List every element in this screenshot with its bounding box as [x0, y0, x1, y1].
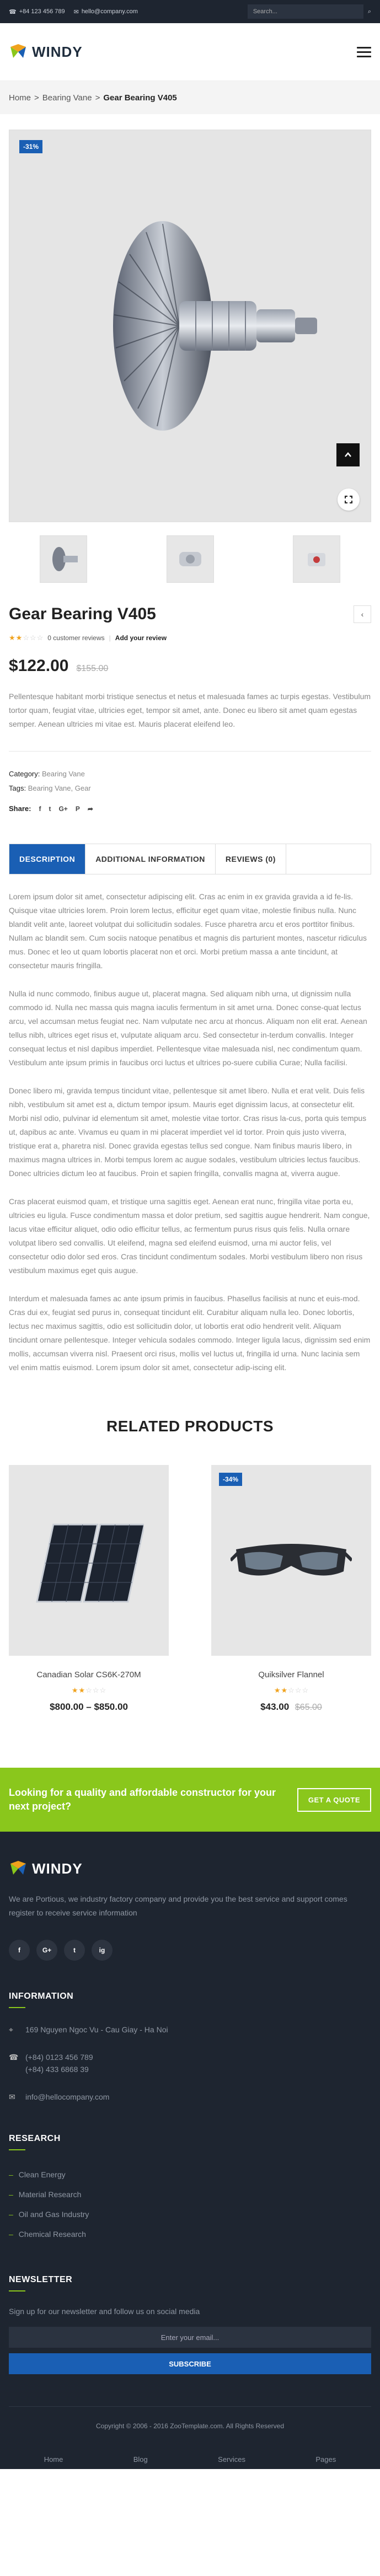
cta-banner [0, 1768, 380, 1832]
twitter-icon[interactable]: t [49, 804, 51, 813]
chevron-left-icon: ‹ [361, 610, 364, 619]
tags-label: Tags: [9, 784, 26, 792]
bearing-thumb-image [174, 545, 207, 573]
product-image[interactable] [211, 1465, 371, 1656]
product-name[interactable]: Canadian Solar CS6K-270M [36, 1670, 141, 1679]
research-heading: RESEARCH [9, 2134, 61, 2143]
share-forward-icon[interactable]: ➦ [87, 804, 93, 813]
gear-thumb-image [300, 545, 333, 573]
top-bar [0, 0, 380, 23]
top-email[interactable] [74, 8, 138, 15]
logo-mark-icon [9, 42, 28, 61]
phone-icon: ☎ [9, 2053, 19, 2062]
breadcrumb-home[interactable]: Home [9, 93, 31, 103]
address-row [9, 2024, 371, 2036]
divider: | [109, 634, 111, 642]
phone-row [9, 2051, 371, 2075]
add-review-link[interactable]: Add your review [115, 634, 167, 642]
title-row [9, 605, 371, 624]
site-footer [0, 1832, 380, 2469]
solar-panel-image [34, 1514, 144, 1607]
footer-description: We are Portious, we industry factory company and provide you the best service and support comes register to receive service information [9, 1895, 347, 1917]
zoom-button[interactable] [338, 489, 360, 511]
phone-2[interactable]: (+84) 433 6868 39 [25, 2065, 89, 2074]
star-icon: ☆ [99, 1686, 106, 1694]
logo-mark-icon [9, 1859, 28, 1878]
research-item-label: – Oil and Gas Industry [18, 2210, 89, 2219]
tab-reviews[interactable]: REVIEWS (0) [216, 844, 286, 874]
main-product-image[interactable] [9, 130, 371, 522]
star-rating [9, 1686, 169, 1695]
category-label: Category: [9, 770, 40, 778]
category-link[interactable]: Bearing Vane [42, 770, 85, 778]
chevron-up-icon [344, 450, 352, 459]
tab-content-description [0, 874, 380, 1375]
logo[interactable] [9, 42, 83, 61]
star-icon: ★ [78, 1686, 85, 1694]
heading-underline [9, 2290, 25, 2291]
breadcrumb-current: Gear Bearing V405 [103, 93, 177, 103]
heading-underline [9, 2149, 25, 2150]
star-icon: ☆ [92, 1686, 99, 1694]
star-icon: ☆ [302, 1686, 309, 1694]
location-icon: ⌖ [9, 2025, 13, 2034]
breadcrumb [0, 81, 380, 114]
thumbnail-list [9, 522, 371, 583]
address-text: 169 Nguyen Ngoc Vu - Cau Giay - Ha Noi [25, 2025, 168, 2034]
tab-additional-information[interactable]: ADDITIONAL INFORMATION [85, 844, 216, 874]
product-title: Gear Bearing V405 [9, 605, 156, 623]
tags-links[interactable]: Bearing Vane, Gear [28, 784, 91, 792]
mail-icon: ✉ [9, 2092, 15, 2101]
product-name[interactable]: Quiksilver Flannel [258, 1670, 324, 1679]
star-icon: ☆ [85, 1686, 92, 1694]
footer-nav [9, 2455, 371, 2469]
research-item[interactable] [9, 2224, 371, 2244]
google-plus-icon[interactable]: G+ [36, 1940, 57, 1961]
research-item-label: – Material Research [18, 2190, 82, 2199]
share-row [9, 804, 371, 813]
related-title: RELATED PRODUCTS [106, 1418, 274, 1435]
star-icon: ☆ [23, 634, 29, 642]
related-products [0, 1389, 380, 1713]
top-phone-text: +84 123 456 789 [19, 8, 65, 15]
research-item-label: – Clean Energy [18, 2170, 66, 2179]
phone-icon: ☎ [9, 8, 17, 15]
research-item-label: – Chemical Research [18, 2230, 86, 2239]
description-paragraph: Interdum et malesuada fames ac ante ipsum primis in faucibus. Phasellus facilisis at nunc et euis-mod. Cras dui ex, feugiat sed purus in, consequat tincidunt elit. Curabitur aliquam nulla leo. Donec lobortis, lectus nec maximus sagittis, odio est sollicitudin dolor, ut lobortis erat odio hendrerit velit. Aliquam tincidunt ornare pellentesque. Integer vehicula sodales commodo. Integer ligula lacus, dignissim sed enim mollis, accumsan viverra nisl. Praesent orci risus, mollis vel luctus ut, fringilla id urna. Nunc lacinia sem vel enim mattis euismod. Lorem ipsum dolor sit amet, consectetur adip-iscing elit. [9, 1294, 371, 1372]
reviews-link[interactable]: 0 customer reviews [47, 634, 105, 642]
price-row [9, 657, 371, 675]
subscribe-button[interactable]: SUBSCRIBE [9, 2353, 371, 2374]
scroll-top-button[interactable] [336, 443, 360, 466]
phone-1[interactable]: (+84) 0123 456 789 [25, 2053, 93, 2062]
menu-icon[interactable] [357, 47, 371, 57]
turbine-image [47, 210, 334, 442]
star-rating [9, 634, 43, 642]
related-product-card[interactable] [211, 1465, 371, 1713]
sale-badge: -31% [19, 140, 42, 153]
footer-email[interactable]: info@hellocompany.com [25, 2092, 110, 2101]
pinterest-icon[interactable]: P [75, 804, 80, 813]
breadcrumb-separator: > [34, 93, 39, 103]
short-description: Pellentesque habitant morbi tristique senectus et netus et malesuada fames ac turpis egestas. Vestibulum tortor quam, feugiat vitae, ultricies eget, tempor sit amet, ante. Donec eu libero sit amet quam egestas semper. Aenean ultricies mi vitae est. Mauris placerat eleifend leo. [9, 692, 371, 728]
heading-underline [9, 2007, 25, 2008]
twitter-icon[interactable]: t [64, 1940, 85, 1961]
star-icon: ☆ [288, 1686, 295, 1694]
site-header [0, 23, 380, 81]
copyright: Copyright © 2006 - 2016 ZooTemplate.com. All Rights Reserved [95, 2422, 284, 2430]
product-image[interactable] [9, 1465, 169, 1656]
goggles-image [231, 1527, 352, 1593]
top-search [248, 4, 371, 19]
description-paragraph: Lorem ipsum dolor sit amet, consectetur adipiscing elit. Cras ac enim in ex gravida gravida a id fe-lis. Quisque vitae ultricies lorem. Proin lorem lectus, efficitur eget quam vitae, molestie finibus nulla. Nunc blandit velit ante, laoreet volutpat dui sollicitudin sodales. Fusce pharetra arcu et eros porttitor finibus. Nullam ac blandit sem. Cum sociis natoque penatibus et magnis dis parturient montes, nascetur ridiculus mus. Donec et leo ut quam lobortis placerat non et orci. Morbi pretium massa a ante tincidunt, at consectetur mauris fringilla. [9, 892, 367, 970]
star-icon: ☆ [29, 634, 36, 642]
cta-text: Looking for a quality and affordable constructor for your next project? [9, 1787, 276, 1812]
research-item[interactable] [9, 2185, 371, 2204]
product-meta [9, 767, 371, 796]
divider-line [9, 751, 371, 752]
newsletter-heading: NEWSLETTER [9, 2275, 73, 2284]
star-icon: ☆ [36, 634, 44, 642]
newsletter-email-input[interactable]: Enter your email... [9, 2327, 371, 2348]
product-price-value: $43.00 [260, 1702, 290, 1712]
star-icon: ★ [71, 1686, 78, 1694]
facebook-icon[interactable]: f [9, 1940, 30, 1961]
footer-logo[interactable] [9, 1859, 371, 1878]
description-paragraph: Nulla id nunc commodo, finibus augue ut, placerat magna. Sed aliquam nibh urna, ut dignissim nulla commodo id. Nulla nec massa quis magna iaculis fermentum in sit amet urna. Donec conse-quat lectus arcu, vel accumsan metus feugiat nec. Nam vulputate nec arcu at rhoncus. Aliquam non elit erat. Aenean tellus nibh, ultrices eget risus et, vulputate aliquam arcu. Sed consectetur in-terdum convallis. Integer consequat lectus et nisl dapibus imperdiet. Pellentesque vitae malesuada nisl, nec condimentum quam. Vestibulum ante ipsum primis in faucibus orci luctus et ultrices po-suere cubilia Curae; Nulla facilisi. [9, 989, 367, 1067]
logo-text: WINDY [32, 43, 83, 60]
product-gallery [0, 114, 380, 583]
top-email-text: hello@company.com [81, 8, 138, 15]
footer-link-blog[interactable]: Blog [133, 2455, 148, 2464]
mail-icon: ✉ [73, 8, 79, 15]
research-item[interactable] [9, 2165, 371, 2185]
star-icon: ★ [274, 1686, 281, 1694]
tags-row [9, 781, 371, 796]
social-links [9, 1940, 371, 1961]
category-row [9, 767, 371, 781]
sale-badge: -34% [219, 1473, 242, 1486]
footer-link-pages[interactable]: Pages [315, 2455, 336, 2464]
get-quote-button[interactable]: GET A QUOTE [297, 1788, 371, 1812]
top-contact [9, 8, 138, 15]
footer-link-services[interactable]: Services [218, 2455, 246, 2464]
thumbnail-3[interactable] [293, 535, 340, 583]
product-price: $122.00 [9, 657, 69, 675]
google-plus-icon[interactable]: G+ [58, 804, 68, 813]
tab-description[interactable]: DESCRIPTION [9, 844, 85, 874]
product-price-value: $800.00 – $850.00 [50, 1702, 128, 1712]
thumbnail-1[interactable] [40, 535, 87, 583]
top-phone[interactable] [9, 8, 65, 15]
product-old-price: $65.00 [295, 1703, 322, 1712]
instagram-icon[interactable]: ig [92, 1940, 113, 1961]
breadcrumb-separator: > [95, 93, 100, 103]
turbine-thumb-image [47, 545, 80, 573]
expand-icon [344, 495, 353, 504]
search-icon[interactable]: ⌕ [367, 8, 371, 15]
research-list [9, 2165, 371, 2244]
footer-bottom [9, 2406, 371, 2469]
star-rating [211, 1686, 371, 1695]
research-item[interactable] [9, 2204, 371, 2224]
product-info [0, 583, 380, 813]
newsletter-text: Sign up for our newsletter and follow us on social media [9, 2307, 200, 2316]
breadcrumb-category[interactable]: Bearing Vane [42, 93, 92, 103]
description-paragraph: Donec libero mi, gravida tempus tincidunt vitae, pellentesque sit amet libero. Nulla et erat velit. Duis felis nibh, vestibulum sit amet est a, dictum tempor ipsum. Mauris eget dignissim lacus, at consectetur elit. Morbi nisl odio, pulvinar id elementum sit amet, molestie vitae tortor. Cras risus la-cus, porta quis tempus ut, dapibus ac ante. Vivamus eu quam in mi placerat imperdiet vel id tortor. Proin quis justo viverra, tristique erat a, pharetra nisl. Donec gravida egestas tellus sed congue. Nam finibus mauris libero, in maximus magna ultrices in. Morbi tempus lorem ac augue sodales, vestibulum ultricies lectus faucibus. Donec ultricies dictum leo at faucibus. Proin et sapien fringilla, convallis magna at, viverra augue. [9, 1086, 367, 1178]
product-old-price: $155.00 [76, 664, 109, 673]
footer-link-home[interactable]: Home [44, 2455, 63, 2464]
star-icon: ★ [15, 634, 23, 642]
star-icon: ☆ [295, 1686, 302, 1694]
related-product-list [9, 1465, 371, 1713]
product-tabs [9, 844, 371, 874]
product-price [211, 1702, 371, 1713]
prev-product-button[interactable] [354, 605, 371, 623]
star-icon: ★ [9, 634, 15, 642]
search-input[interactable]: Search... [248, 4, 363, 19]
product-price [9, 1702, 169, 1713]
phone-numbers [25, 2051, 93, 2075]
related-product-card[interactable] [9, 1465, 169, 1713]
facebook-icon[interactable]: f [39, 804, 41, 813]
information-heading: INFORMATION [9, 1992, 74, 2001]
thumbnail-2[interactable] [167, 535, 214, 583]
rating-row [9, 634, 371, 642]
email-row [9, 2091, 371, 2103]
description-paragraph: Cras placerat euismod quam, et tristique urna sagittis eget. Aenean erat nunc, fringilla vitae porta eu, ultricies eu ligula. Fusce condimentum massa et dolor pretium, sed sagittis augue hendrerit. Nam congue, lacus vitae efficitur aliquet, odio odio efficitur tellus, ac fermentum purus risus quis felis. Nulla ornare volutpat libero sed convallis. Ut eleifend, magna sed eleifend euismod, urna mi auctor felis, vel consectetur odio dolor sed eros. Cras tincidunt condimentum sodales. Morbi vestibulum libero non risus vestibulum maximus eget quis augue. [9, 1197, 370, 1275]
footer-logo-text: WINDY [32, 1860, 83, 1877]
share-label: Share: [9, 804, 31, 813]
star-icon: ★ [281, 1686, 288, 1694]
